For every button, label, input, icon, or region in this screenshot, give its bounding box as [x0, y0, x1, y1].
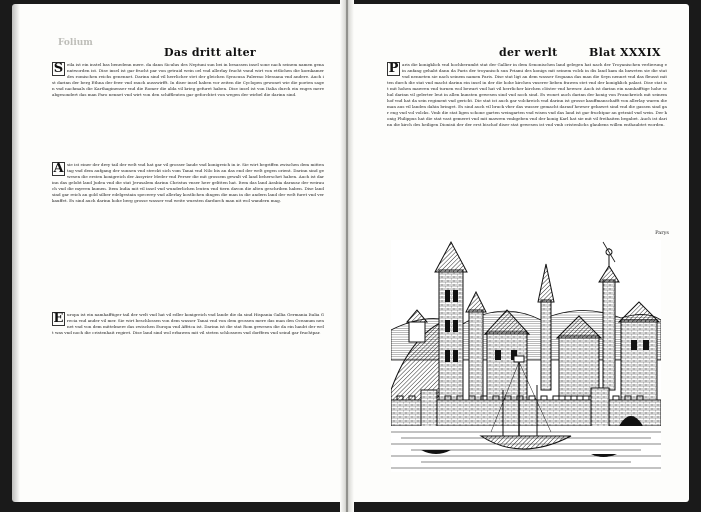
paragraph-1	[52, 62, 324, 136]
initial-letter: A	[53, 162, 64, 176]
paragraph-2	[52, 162, 324, 286]
right-running-head: der werlt	[499, 46, 558, 59]
right-page	[351, 4, 689, 502]
initial-letter: P	[388, 62, 399, 76]
initial-letter: E	[53, 312, 64, 326]
left-page	[12, 4, 346, 502]
left-page-edge	[12, 4, 20, 502]
woodcut-caption: Parys	[655, 230, 669, 236]
folio-number: Blat XXXIX	[589, 46, 661, 59]
paris-woodcut-illustration	[391, 240, 661, 472]
city-view-svg	[391, 240, 661, 472]
bleed-through-heading: Folium	[58, 38, 93, 48]
paragraph-paris	[387, 62, 667, 238]
left-running-head: Das dritt alter	[164, 46, 257, 59]
paragraph-text: eila ist ein instel bas benedenn mere. da dann Siculus des Neptuni sun bei in besassen insel sone nach seinem namen genanntworden ist. Dise insel ist gar frucht par von getraid wein oel vnd allerlay frucht vnnd wirt von ettlichen die kornkamer des romischen reichs genennet. Darinn sind vil herrlicher stet der gleichen Syracusa Palermo Messana vnd andere. Auch ist darinn der berg Ethna der fewr vnd rauch ausswirfft. In diser insel haben vor zeiten die Cyclopen gewonet wie die poeten sagen vnd nachmals die Karthaginenser vnd die Romer die alda vil krieg gefuret haben. Dise insel ist von Italia durch ein enges mere abgesondert das man Faro nennet vnd wirt von den schiffleuten gar geforchtet von wegen der wirbel die darinn sind.	[52, 62, 324, 98]
paragraph-text: uropa ist ein namhafftiger tail der welt vnd hat vil edler konigreich vnd lande die da sind Hispania Gallia Germania Italia Grecia vnd ander vil mer. Sie wirt beschlossen von dem wasser Tanai vnd von dem grossen mere das man den Oceanum nennet vnd von dem mittelmere das zwischen Europa vnd Affrica ist. Darinn ist die stat Rom gewesen die da ein haubt der welt was vnd noch die cristenhait regiret. Dise land sind wol erbawen mit vil steten schlossern vnd dorffern vnd seind gar fruchtpar.	[52, 312, 324, 336]
paragraph-text: sie ist einer der drey tail der welt vnd hat gar vil grosser lande vnd konigreich in ir. Sie wirt begriffen zwischen dem mittentag vnd dem aufgang der sunnen vnd streckt sich vom Tanai vnd Nilo bis an das end der welt gegen orient. Darinn sind gewesen die ersten konigreich der Assyrier Meder vnd Perser die mit grossem gewalt vil land beherschet haben. Auch ist darinn das gelobt land Judea vnd die stat Jerusalem darinn Christus vnser herr gelitten hat. Item das land Arabia darausz der weirauch vnd die myrren kumen. Item India mit vil insel vnd wunderlichen leuten vnd tiern davon die alten geschriben haben. Dise land sind gar reich an gold silber edelgestain specerey vnd allerlay kostlichen dingen die man in die andern land der welt furet vnd verkauffet. Es sind auch darinn hohe berg grosse wasser vnd weite wuesten dardurch man nit wol wandern mag.	[52, 162, 324, 204]
paragraph-text: aris die konigklich vnd hochberumbt stat der Gallier in dem Senonischen land gelegen hat nach der Troyanischen verlierung ein anfang gehabt dann da Paris der troyanisch sun Priami des konigs mit seinem volck in dis land kam da baweten sie die stat vnd nenneten sie nach seinem namen Paris. Dise stat ligt an dem wasser Sequana das man die Seyn nennet vnd das fleusst mitten durch die stat vnd macht darinn ein insel in der die hohe kirchen vnserer lieben frawen stet vnd der konigklich palast. Dise stat ist mit hohen mawren vnd turnen wol bewart vnd hat vil herrlicher kirchen clöster vnd hewser. Auch ist darinn ein namhafftige hohe schul darinn vil gelerter leut in allen kunsten gewesen sind vnd noch sind. Es wonet auch darinn der konig von Franckreich mit seinem hof vnd hat da sein regiment vnd gericht. Die stat ist auch gar volckreich vnd darinn ist grosse kauffmanschafft von allerlay waren die man aus vil landen dahin bringet. Es sind auch vil bruck vber das wasser gemacht darauf hewser gebawet sind vnd die gassen sind gar eng vnd vol volcks. Vmb die stat ligen schone garten weingarten vnd wisen vnd das land ist gar fruchtpar an getraid vnd wein. Der konig Philippus hat die stat vast gemeret vnd mit mawren vmbgeben vnd der konig Karl hat sie mit vil freihaiten begabet. Auch ist darinn die kirch des heiligen Dionisii der der erst bischof diser stat gewesen ist vnd vmb cristenlichs glaubens willen enthaubtet worden.	[387, 62, 667, 128]
book-gutter	[340, 0, 354, 512]
paragraph-3	[52, 312, 324, 386]
initial-letter: S	[53, 62, 64, 76]
